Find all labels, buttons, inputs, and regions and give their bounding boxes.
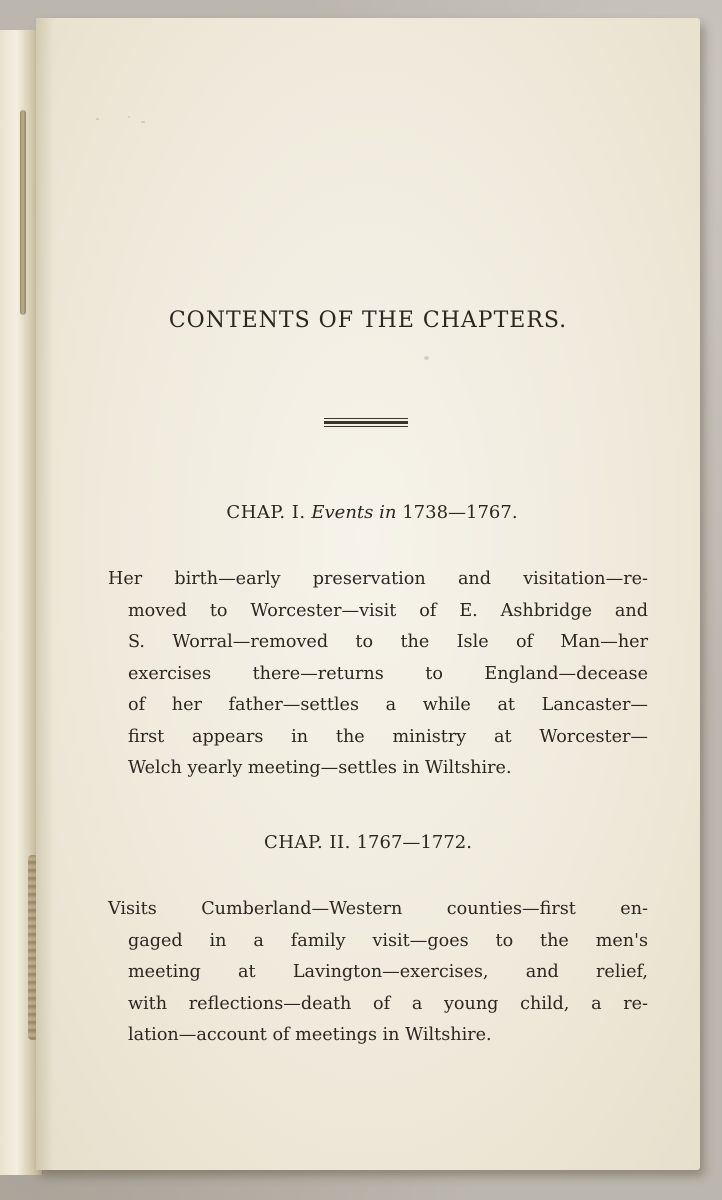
chapter-2-title [36,832,700,853]
synopsis-line: S. Worral—removed to the Isle of Man—her [128,632,648,652]
ornamental-rule [324,418,408,427]
page-content [36,18,700,1170]
synopsis-line: of her father—settles a while at Lancaster— [128,695,648,715]
rule-line-top [324,418,408,419]
synopsis-line: exercises there—returns to England—decease [128,663,648,684]
synopsis-line: Visits Cumberland—Western counties—first en- [108,899,648,919]
synopsis-line: with reflections—death of a young child, a re- [128,993,648,1014]
rule-line-bottom [324,426,408,427]
chapter-2-years: 1767—1772. [356,832,472,853]
synopsis-line: meeting at Lavington—exercises, and relief, [128,962,648,982]
chapter-1-label: CHAP. I. [226,502,306,523]
book-page [36,18,700,1170]
chapter-1-title [36,502,700,523]
synopsis-line: lation—account of meetings in Wiltshire. [128,1025,492,1045]
chapter-1-events-label: Events in [311,502,397,523]
synopsis-line: first appears in the ministry at Worcester— [128,726,648,747]
synopsis-line: Welch yearly meeting—settles in Wiltshire. [128,758,512,778]
contents-heading: CONTENTS OF THE CHAPTERS. [168,308,568,333]
synopsis-line: moved to Worcester—visit of E. Ashbridge and [128,600,648,621]
chapter-1-years: 1738—1767. [402,502,518,523]
synopsis-line: gaged in a family visit—goes to the men's [128,930,648,951]
chapter-2-synopsis [108,894,648,1052]
rule-line-thick [324,421,408,424]
binding-thread-top [20,110,26,315]
synopsis-line: Her birth—early preservation and visitation—re- [108,569,648,589]
chapter-1-synopsis [108,564,648,785]
chapter-2-label: CHAP. II. [264,832,351,853]
